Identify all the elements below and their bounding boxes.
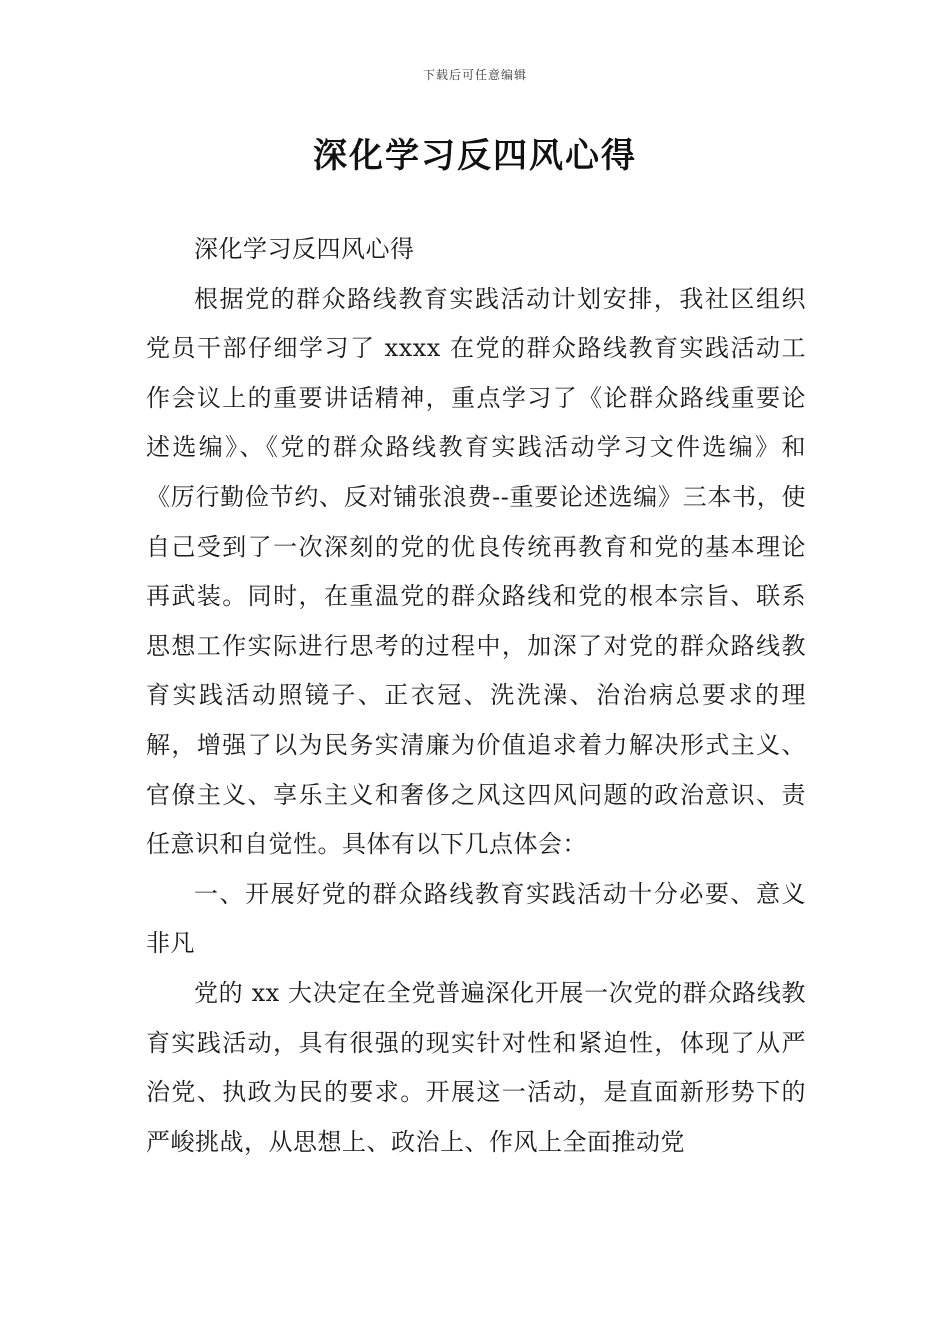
document-title: 深化学习反四风心得 — [313, 136, 637, 176]
header-note: 下载后可任意编辑 — [422, 68, 527, 82]
paragraph-section-heading: 一、开展好党的群众路线教育实践活动十分必要、意义非凡 — [146, 879, 806, 958]
document-body — [146, 225, 806, 1167]
paragraph-subtitle: 深化学习反四风心得 — [194, 235, 415, 263]
paragraph-section-body: 党的 xx 大决定在全党普遍深化开展一次党的群众路线教育实践活动，具有很强的现实针对性和紧迫性，体现了从严治党、执政为民的要求。开展这一活动，是直面新形势下的严峻挑战，从思想上、政治上、作风上全面推动党 — [146, 978, 806, 1156]
paragraph-intro: 根据党的群众路线教育实践活动计划安排，我社区组织党员干部仔细学习了 xxxx 在党的群众路线教育实践活动工作会议上的重要讲话精神，重点学习了《论群众路线重要论述选编》、《党的群众路线教育实践活动学习文件选编》和《厉行勤俭节约、反对铺张浪费--重要论述选编》三本书，使自己受到了一次深刻的党的优良传统再教育和党的基本理论再武装。同时，在重温党的群众路线和党的根本宗旨、联系思想工作实际进行思考的过程中，加深了对党的群众路线教育实践活动照镜子、正衣冠、洗洗澡、治治病总要求的理解，增强了以为民务实清廉为价值追求着力解决形式主义、官僚主义、享乐主义和奢侈之风这四风问题的政治意识、责任意识和自觉性。具体有以下几点体会： — [146, 284, 806, 859]
